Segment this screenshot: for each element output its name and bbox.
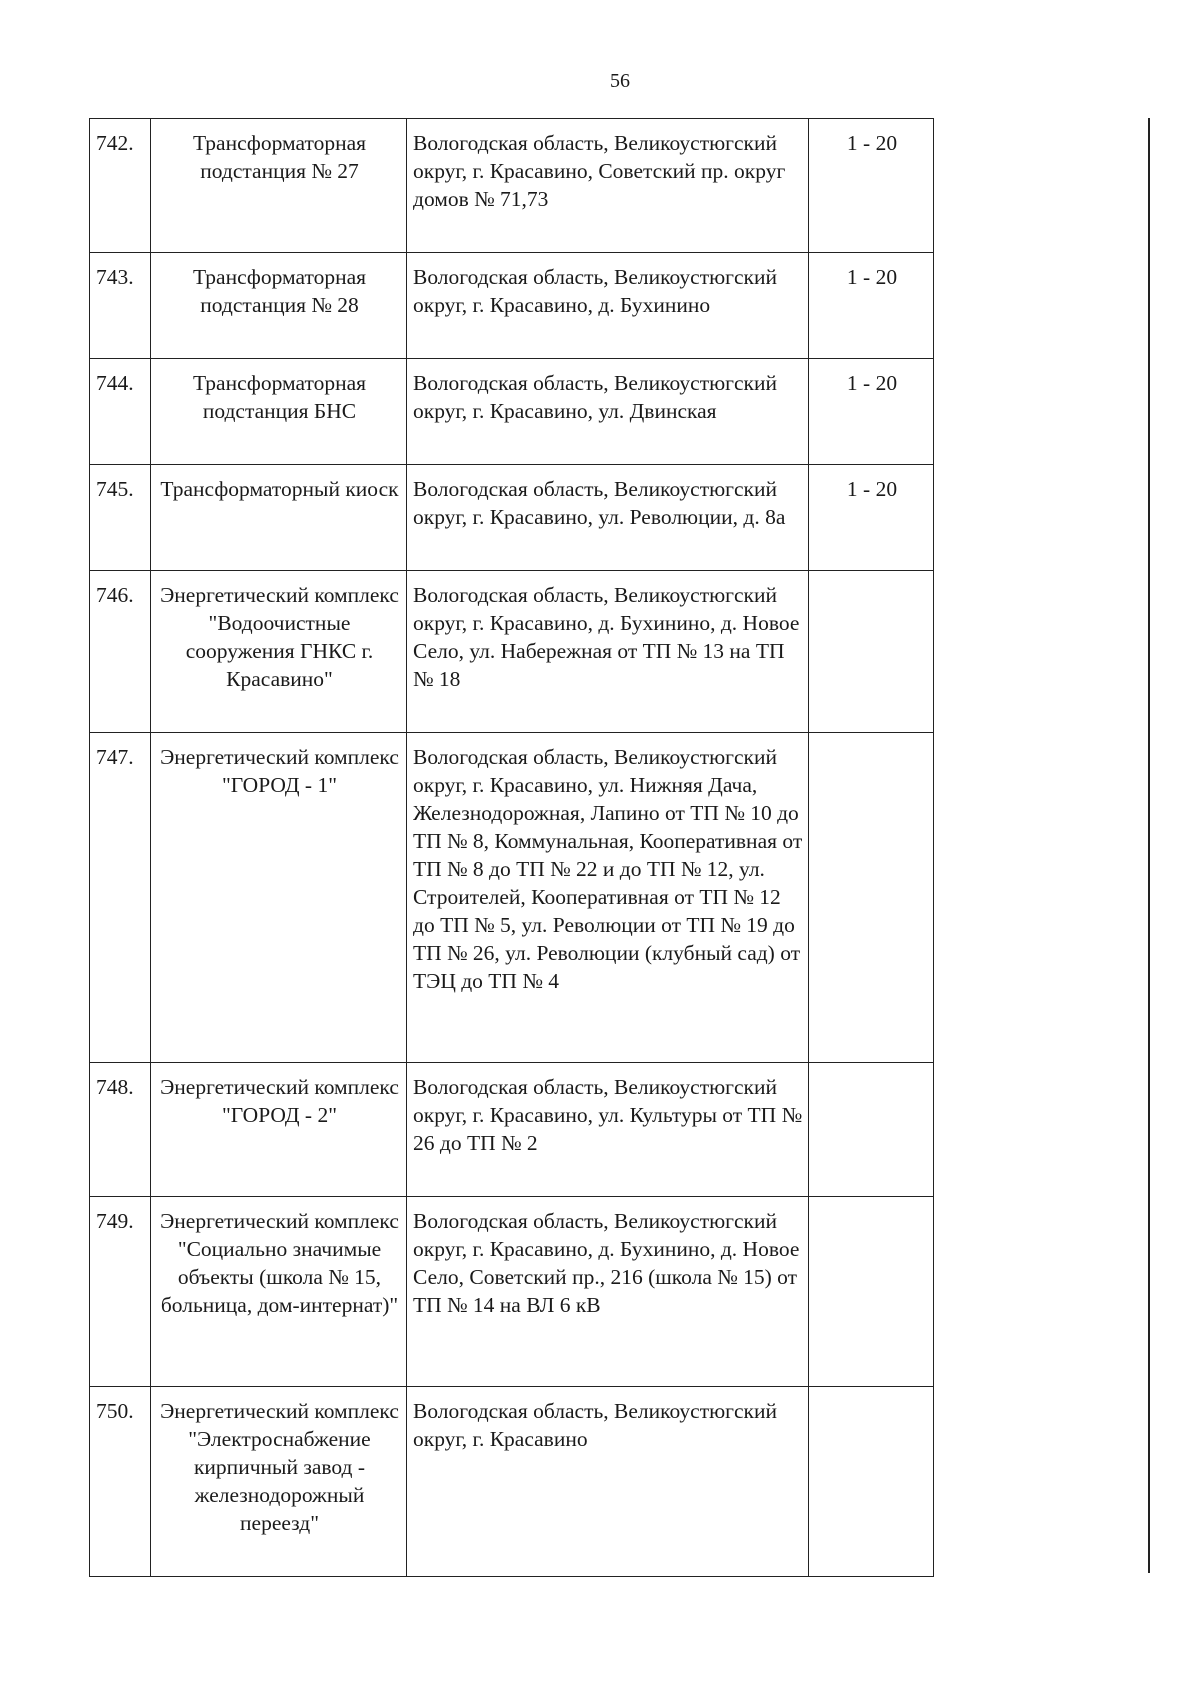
table-row xyxy=(90,733,934,1063)
object-address: Вологодская область, Великоустюгский округ, г. Красавино, Советский пр. округ домов № 71,73 xyxy=(407,119,809,253)
table-row xyxy=(90,1063,934,1197)
object-value: 1 - 20 xyxy=(809,465,934,571)
object-name: Трансформаторная подстанция БНС xyxy=(151,359,407,465)
object-name: Трансформаторная подстанция № 27 xyxy=(151,119,407,253)
row-number: 750. xyxy=(90,1387,151,1577)
table-row xyxy=(90,359,934,465)
object-value xyxy=(809,733,934,1063)
object-name: Энергетический комплекс "Водоочистные сооружения ГНКС г. Красавино" xyxy=(151,571,407,733)
table-row xyxy=(90,119,934,253)
table-row xyxy=(90,1197,934,1387)
object-value: 1 - 20 xyxy=(809,359,934,465)
object-name: Трансформаторный киоск xyxy=(151,465,407,571)
registry-table-body xyxy=(90,119,934,1577)
object-name: Энергетический комплекс "ГОРОД - 1" xyxy=(151,733,407,1063)
object-value xyxy=(809,1197,934,1387)
table-row xyxy=(90,1387,934,1577)
object-address: Вологодская область, Великоустюгский округ, г. Красавино, ул. Двинская xyxy=(407,359,809,465)
margin-rule xyxy=(1148,118,1150,1573)
page-number: 56 xyxy=(610,70,630,92)
object-value xyxy=(809,571,934,733)
table-row xyxy=(90,465,934,571)
object-address: Вологодская область, Великоустюгский округ, г. Красавино, д. Бухинино xyxy=(407,253,809,359)
object-value: 1 - 20 xyxy=(809,253,934,359)
object-address: Вологодская область, Великоустюгский округ, г. Красавино, ул. Революции, д. 8а xyxy=(407,465,809,571)
row-number: 745. xyxy=(90,465,151,571)
table-row xyxy=(90,571,934,733)
object-name: Энергетический комплекс "Электроснабжение кирпичный завод - железнодорожный переезд" xyxy=(151,1387,407,1577)
row-number: 743. xyxy=(90,253,151,359)
row-number: 744. xyxy=(90,359,151,465)
row-number: 749. xyxy=(90,1197,151,1387)
object-address: Вологодская область, Великоустюгский округ, г. Красавино xyxy=(407,1387,809,1577)
object-address: Вологодская область, Великоустюгский округ, г. Красавино, д. Бухинино, д. Новое Село, Советский пр., 216 (школа № 15) от ТП № 14 на ВЛ 6 кВ xyxy=(407,1197,809,1387)
row-number: 748. xyxy=(90,1063,151,1197)
object-name: Энергетический комплекс "ГОРОД - 2" xyxy=(151,1063,407,1197)
object-value xyxy=(809,1063,934,1197)
row-number: 742. xyxy=(90,119,151,253)
table-row xyxy=(90,253,934,359)
object-address: Вологодская область, Великоустюгский округ, г. Красавино, ул. Нижняя Дача, Железнодорожная, Лапино от ТП № 10 до ТП № 8, Коммунальная, Кооперативная от ТП № 8 до ТП № 22 и до ТП № 12, ул. Строителей, Кооперативная от ТП № 12 до ТП № 5, ул. Революции от ТП № 19 до ТП № 26, ул. Революции (клубный сад) от ТЭЦ до ТП № 4 xyxy=(407,733,809,1063)
row-number: 746. xyxy=(90,571,151,733)
object-address: Вологодская область, Великоустюгский округ, г. Красавино, ул. Культуры от ТП № 26 до ТП № 2 xyxy=(407,1063,809,1197)
object-address: Вологодская область, Великоустюгский округ, г. Красавино, д. Бухинино, д. Новое Село, ул. Набережная от ТП № 13 на ТП № 18 xyxy=(407,571,809,733)
object-name: Энергетический комплекс "Социально значимые объекты (школа № 15, больница, дом-интернат)" xyxy=(151,1197,407,1387)
object-name: Трансформаторная подстанция № 28 xyxy=(151,253,407,359)
registry-table xyxy=(89,118,934,1577)
object-value: 1 - 20 xyxy=(809,119,934,253)
object-value xyxy=(809,1387,934,1577)
row-number: 747. xyxy=(90,733,151,1063)
